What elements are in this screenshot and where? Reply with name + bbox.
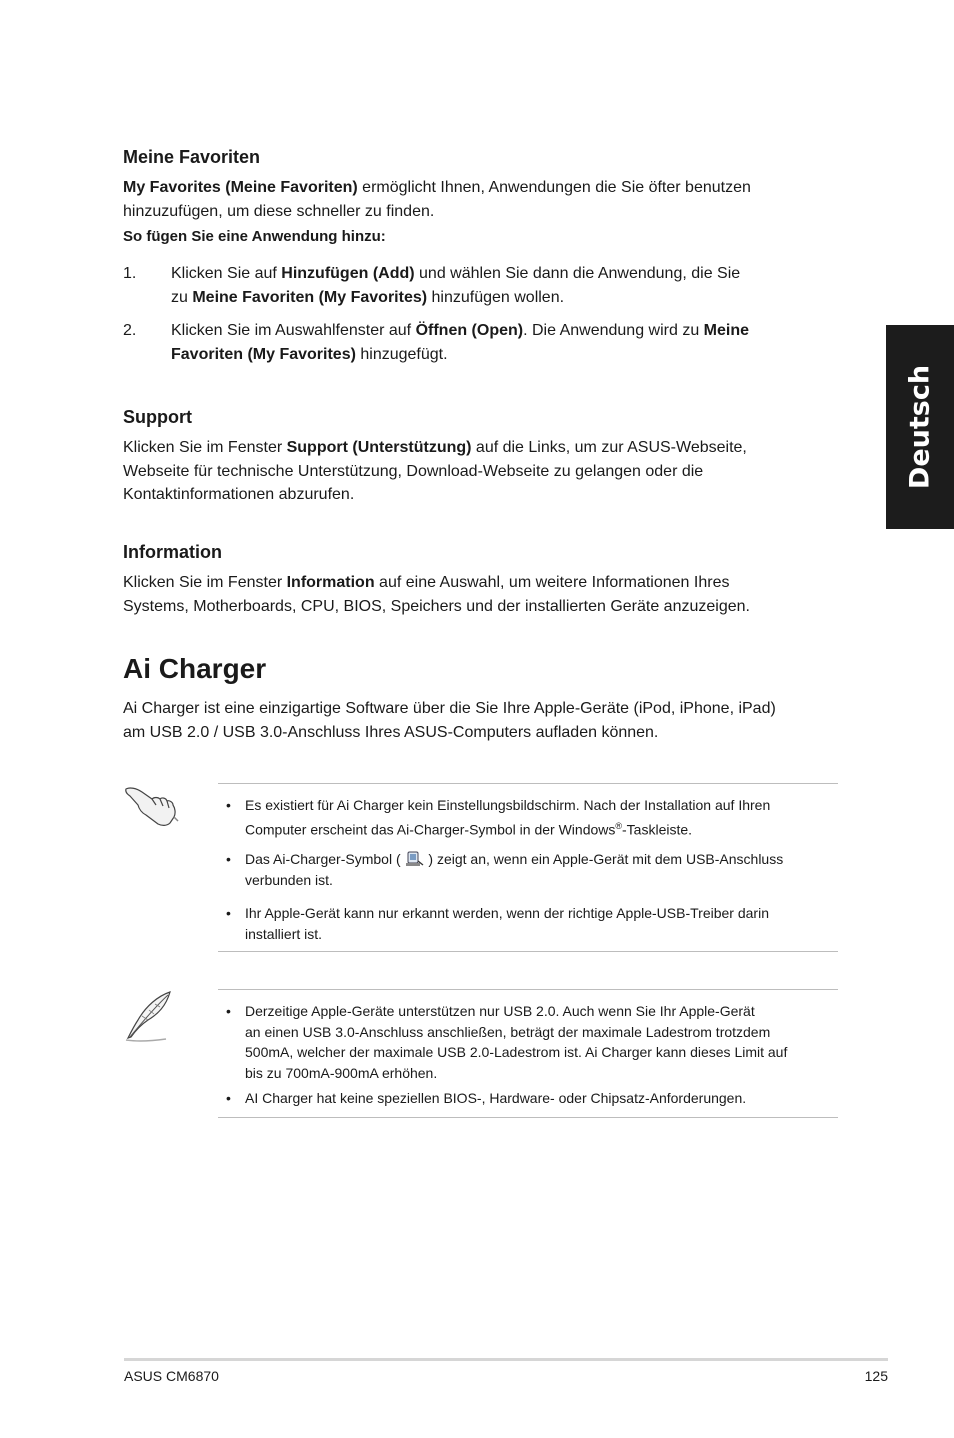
- page-number: 125: [864, 1368, 888, 1384]
- step-text: und wählen Sie dann die Anwendung, die Sie: [414, 265, 741, 282]
- favorites-intro-rest2: hinzuzufügen, um diese schneller zu finden.: [123, 202, 435, 220]
- information-text-line2: Systems, Motherboards, CPU, BIOS, Speichers und der installierten Geräte anzuzeigen.: [123, 597, 750, 615]
- favorites-intro-bold: My Favorites (Meine Favoriten): [123, 179, 358, 196]
- footer-model: ASUS CM6870: [124, 1368, 219, 1384]
- information-text-bold: Information: [286, 574, 375, 591]
- favorites-intro: [123, 176, 823, 223]
- ai-charger-line2: am USB 2.0 / USB 3.0-Anschluss Ihres ASUS-Computers aufladen können.: [123, 723, 659, 741]
- bullet: •: [226, 1090, 231, 1106]
- note-item: [218, 1001, 857, 1083]
- note-line: bis zu 700mA-900mA erhöhen.: [245, 1064, 438, 1081]
- support-text-line2: Webseite für technische Unterstützung, Download-Webseite zu gelangen oder die: [123, 462, 704, 480]
- registered-mark: ®: [615, 820, 623, 831]
- support-text: [123, 436, 843, 507]
- footer-divider: [124, 1358, 888, 1361]
- note-line: installiert ist.: [245, 925, 323, 942]
- note-line: Computer erscheint das Ai-Charger-Symbol in der Windows: [245, 821, 616, 838]
- note-line: 500mA, welcher der maximale USB 2.0-Ladestrom ist. Ai Charger kann dieses Limit auf: [245, 1044, 788, 1060]
- note-box-1: [218, 783, 838, 952]
- note-line: verbunden ist.: [245, 871, 333, 888]
- language-tab: [886, 325, 954, 529]
- favorites-howto: So fügen Sie eine Anwendung hinzu:: [123, 228, 386, 245]
- step-bold: Öffnen (Open): [415, 322, 524, 339]
- note-line: ) zeigt an, wenn ein Apple-Gerät mit dem USB-Anschluss: [424, 851, 784, 867]
- support-text-a: Klicken Sie im Fenster: [123, 439, 287, 456]
- step-number: 1.: [123, 265, 137, 282]
- step-bold: Meine Favoriten (My Favorites): [192, 288, 428, 306]
- note-line: -Taskleiste.: [622, 821, 693, 838]
- favorites-step-1: [123, 262, 823, 309]
- ai-charger-description: [123, 697, 843, 744]
- note-item: [218, 795, 855, 840]
- step-text: hinzugefügt.: [355, 345, 448, 363]
- note-item: [218, 903, 855, 944]
- bullet: •: [226, 797, 231, 813]
- step-bold: Favoriten (My Favorites): [171, 345, 356, 363]
- step-bold: Meine: [703, 322, 749, 339]
- quill-pen-icon: [122, 990, 176, 1044]
- note-line: AI Charger hat keine speziellen BIOS-, Hardware- oder Chipsatz-Anforderungen.: [245, 1090, 747, 1106]
- step-number: 2.: [123, 322, 137, 339]
- step-text: zu: [171, 288, 193, 306]
- bullet: •: [226, 851, 231, 867]
- bullet: •: [226, 905, 231, 921]
- support-heading: Support: [123, 407, 192, 427]
- note-line: an einen USB 3.0-Anschluss anschließen, beträgt der maximale Ladestrom trotzdem: [245, 1023, 771, 1040]
- ai-charger-tray-icon: [405, 851, 425, 867]
- step-text: Klicken Sie im Auswahlfenster auf: [171, 322, 416, 339]
- bullet: •: [226, 1003, 231, 1019]
- information-text: [123, 571, 843, 618]
- information-text-c: auf eine Auswahl, um weitere Informationen Ihres: [374, 574, 730, 591]
- step-text: hinzufügen wollen.: [427, 288, 565, 306]
- step-text: Klicken Sie auf: [171, 265, 282, 282]
- favorites-step-2: [123, 319, 823, 366]
- note-box-2: [218, 989, 838, 1118]
- note-line: Es existiert für Ai Charger kein Einstellungsbildschirm. Nach der Installation auf Ihren: [245, 797, 771, 813]
- favorites-heading: Meine Favoriten: [123, 147, 261, 167]
- note-line: Derzeitige Apple-Geräte unterstützen nur USB 2.0. Auch wenn Sie Ihr Apple-Gerät: [245, 1003, 755, 1019]
- step-text: . Die Anwendung wird zu: [523, 322, 704, 339]
- favorites-intro-rest1: ermöglicht Ihnen, Anwendungen die Sie öfter benutzen: [357, 179, 751, 196]
- support-text-line3: Kontaktinformationen abzurufen.: [123, 486, 355, 503]
- ai-charger-title: Ai Charger: [123, 653, 267, 684]
- pointing-hand-icon: [122, 783, 180, 829]
- note-line: Ihr Apple-Gerät kann nur erkannt werden, wenn der richtige Apple-USB-Treiber darin: [245, 905, 769, 921]
- support-text-c: auf die Links, um zur ASUS-Webseite,: [471, 439, 747, 456]
- information-heading: Information: [123, 542, 222, 562]
- note-line: Das Ai-Charger-Symbol (: [245, 851, 405, 867]
- note-item: [218, 849, 855, 890]
- note-item: [218, 1088, 857, 1109]
- step-bold: Hinzufügen (Add): [281, 265, 415, 282]
- support-text-bold: Support (Unterstützung): [286, 439, 472, 456]
- information-text-a: Klicken Sie im Fenster: [123, 574, 287, 591]
- language-tab-label: Deutsch: [904, 364, 936, 490]
- ai-charger-line1: Ai Charger ist eine einzigartige Software über die Sie Ihre Apple-Geräte (iPod, iPhone, iPad): [123, 700, 776, 717]
